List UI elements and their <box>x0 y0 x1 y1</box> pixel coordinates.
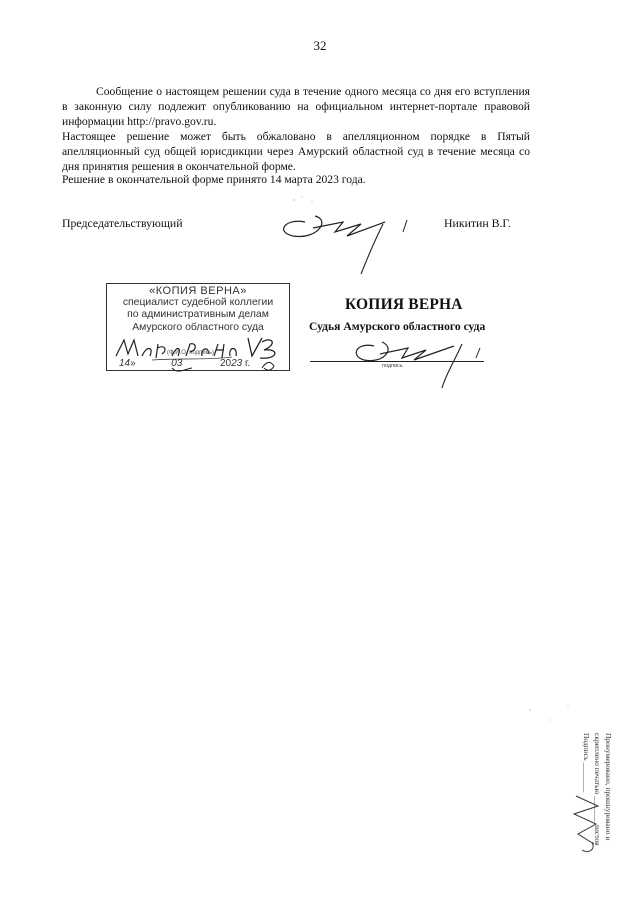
paragraph-final-decision <box>62 172 530 187</box>
certification-title: КОПИЯ ВЕРНА <box>345 296 463 313</box>
certification-subtitle: Судья Амурского областного суда <box>309 320 486 333</box>
stamp-line-3: Амурского областного суда <box>132 321 264 333</box>
certification-signature <box>350 330 500 400</box>
paragraph-publication <box>62 84 530 129</box>
binding-line-2: скреплено печатью _______ листов <box>593 733 602 846</box>
stamp-handwritten-name <box>112 330 292 366</box>
paragraph-appeal-text: Настоящее решение может быть обжаловано в апелляционном порядке в Пятый апелляционный суд общей юрисдикции через Амурский областной суд в течение месяца со дня принятия решения в окончательной форме. <box>62 130 530 173</box>
presiding-judge-name: Никитин В.Г. <box>444 216 511 230</box>
stamp-sub-caption: (Ф.И.О. подпись) <box>167 350 214 356</box>
binding-line-1: Пронумеровано, прошнуровано и <box>604 733 613 841</box>
stamp-date: 14» 03 2023 г. <box>119 357 251 369</box>
binding-signature <box>568 790 608 860</box>
certification-podpis-caption: подпись <box>382 363 403 369</box>
scan-specks <box>290 194 330 214</box>
binding-line-3: Подпись ________ <box>582 733 591 793</box>
stamp-line-2: по административным делам <box>127 309 269 321</box>
presiding-judge-label: Председательствующий <box>62 216 183 230</box>
stamp-line-1: специалист судебной коллегии <box>122 297 274 309</box>
paragraph-appeal <box>62 129 530 174</box>
stamp-title: «КОПИЯ ВЕРНА» <box>149 285 247 297</box>
paragraph-publication-text: Сообщение о настоящем решении суда в течение одного месяца со дня его вступления в законную силу подлежит опубликованию на официальном интернет-портале правовой информации http://pravo.gov.ru. <box>62 85 530 128</box>
page-number: 32 <box>313 38 327 53</box>
scan-specks <box>520 700 580 730</box>
paragraph-final-decision-text: Решение в окончательной форме принято 14 марта 2023 года. <box>62 173 366 186</box>
